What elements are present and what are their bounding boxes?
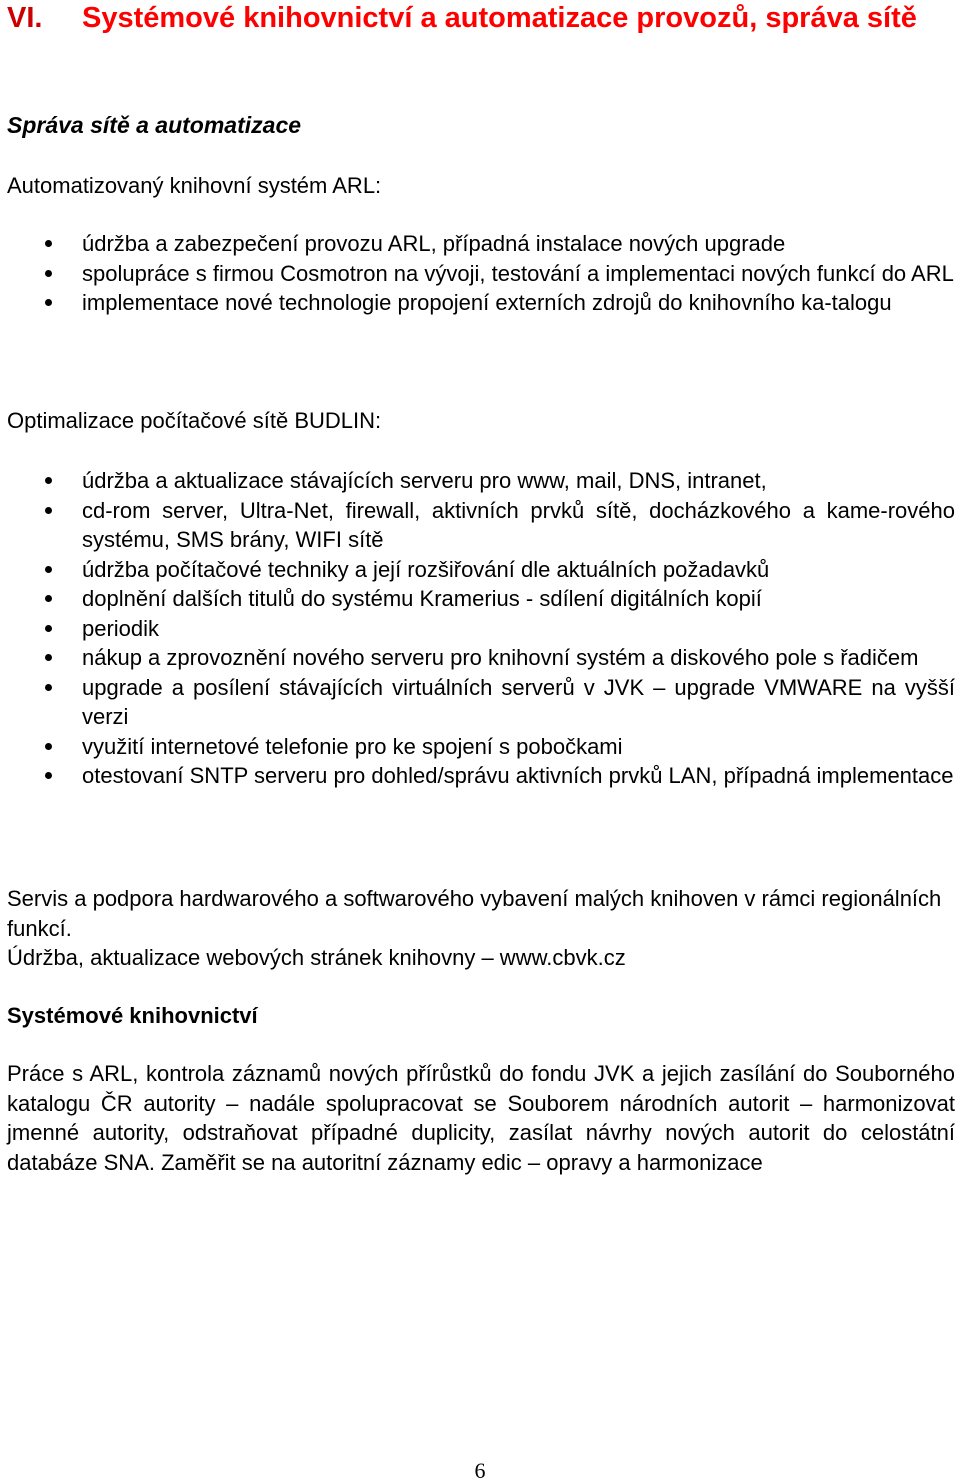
bullet-icon bbox=[45, 595, 52, 602]
list-item: spolupráce s firmou Cosmotron na vývoji, testování a implementaci nových funkcí do ARL bbox=[0, 259, 955, 289]
bullet-icon bbox=[45, 625, 52, 632]
bullet-icon bbox=[45, 743, 52, 750]
page-number: 6 bbox=[474, 1458, 486, 1483]
bullet-icon bbox=[45, 566, 52, 573]
bullet-icon bbox=[45, 299, 52, 306]
chapter-title: Systémové knihovnictví a automatizace provozů, správa sítě bbox=[82, 2, 917, 34]
section-heading-systems: Systémové knihovnictví bbox=[7, 1003, 258, 1028]
arl-list bbox=[0, 229, 955, 318]
list-item: údržba a aktualizace stávajících serveru pro www, mail, DNS, intranet, bbox=[0, 466, 955, 496]
bullet-icon bbox=[45, 654, 52, 661]
list-item: údržba a zabezpečení provozu ARL, případná instalace nových upgrade bbox=[0, 229, 955, 259]
chapter-number: VI. bbox=[7, 2, 43, 34]
budlin-intro: Optimalizace počítačové sítě BUDLIN: bbox=[7, 408, 382, 433]
list-item: využití internetové telefonie pro ke spojení s pobočkami bbox=[0, 732, 955, 762]
list-item: periodik bbox=[0, 614, 955, 644]
systems-paragraph: Práce s ARL, kontrola záznamů nových přírůstků do fondu JVK a jejich zasílání do Souborného katalogu ČR autority – nadále spolupracovat se Souborem národních autorit – harmonizovat jmenné autority, odstraňovat případné duplicity, zasílat návrhy nových autorit do celostátní databáze SNA. Zaměřit se na autoritní záznamy edic – opravy a harmonizace bbox=[7, 1061, 955, 1175]
bullet-icon bbox=[45, 507, 52, 514]
chapter-heading bbox=[7, 0, 947, 37]
service-paragraph: Servis a podpora hardwarového a softwarového vybavení malých knihoven v rámci regionálních funkcí. bbox=[7, 886, 942, 941]
list-item: upgrade a posílení stávajících virtuálních serverů v JVK – upgrade VMWARE na vyšší verzi bbox=[0, 673, 955, 732]
bullet-icon bbox=[45, 240, 52, 247]
bullet-icon bbox=[45, 477, 52, 484]
budlin-list bbox=[0, 466, 955, 791]
list-item: otestovaní SNTP serveru pro dohled/správu aktivních prvků LAN, případná implementace bbox=[0, 761, 955, 791]
bullet-icon bbox=[45, 270, 52, 277]
list-item: doplnění dalších titulů do systému Kramerius - sdílení digitálních kopií bbox=[0, 584, 955, 614]
bullet-icon bbox=[45, 772, 52, 779]
web-maintenance-paragraph: Údržba, aktualizace webových stránek knihovny – www.cbvk.cz bbox=[7, 945, 626, 970]
list-item: údržba počítačové techniky a její rozšiřování dle aktuálních požadavků bbox=[0, 555, 955, 585]
section-heading-network: Správa sítě a automatizace bbox=[7, 112, 302, 138]
list-item: implementace nové technologie propojení externích zdrojů do knihovního ka-talogu bbox=[0, 288, 955, 318]
bullet-icon bbox=[45, 684, 52, 691]
arl-intro: Automatizovaný knihovní systém ARL: bbox=[7, 173, 382, 198]
list-item: cd-rom server, Ultra-Net, firewall, aktivních prvků sítě, docházkového a kame-rového systému, SMS brány, WIFI sítě bbox=[0, 496, 955, 555]
list-item: nákup a zprovoznění nového serveru pro knihovní systém a diskového pole s řadičem bbox=[0, 643, 955, 673]
